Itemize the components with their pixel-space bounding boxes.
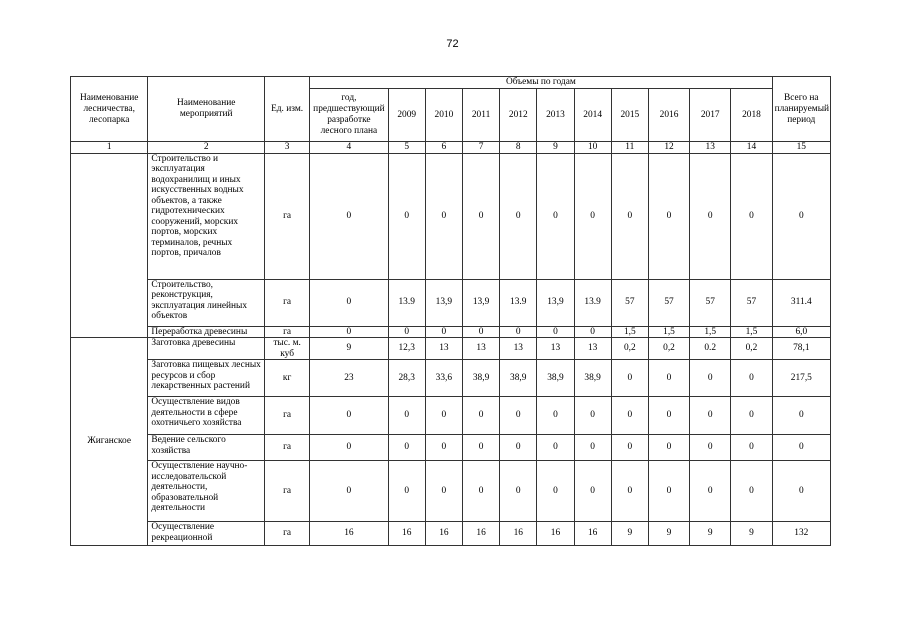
table-row xyxy=(71,397,831,435)
year-value: 0 xyxy=(611,461,648,522)
year-value: 0 xyxy=(388,435,425,461)
year-value: 0 xyxy=(690,360,731,397)
year-value: 57 xyxy=(648,279,689,326)
previous-year-value: 9 xyxy=(310,338,388,360)
header-activity: Наименование мероприятий xyxy=(148,77,265,142)
total-value: 132 xyxy=(772,522,830,546)
header-year: 2012 xyxy=(500,89,537,142)
year-value: 38,9 xyxy=(462,360,499,397)
unit-cell: га xyxy=(264,326,309,338)
column-number: 15 xyxy=(772,142,830,154)
year-value: 0 xyxy=(648,153,689,279)
column-number: 13 xyxy=(690,142,731,154)
year-value: 0,2 xyxy=(731,338,772,360)
year-value: 0.2 xyxy=(690,338,731,360)
unit-cell: га xyxy=(264,279,309,326)
previous-year-value: 0 xyxy=(310,435,388,461)
planning-volumes-table xyxy=(70,76,831,546)
unit-cell: га xyxy=(264,435,309,461)
year-value: 13.9 xyxy=(574,279,611,326)
activity-name-cell: Заготовка пищевых лесных ресурсов и сбор лекарственных растений xyxy=(148,360,265,397)
total-value: 0 xyxy=(772,153,830,279)
previous-year-value: 16 xyxy=(310,522,388,546)
year-value: 0,2 xyxy=(611,338,648,360)
total-value: 0 xyxy=(772,461,830,522)
unit-cell: га xyxy=(264,461,309,522)
unit-cell: га xyxy=(264,397,309,435)
header-year: 2016 xyxy=(648,89,689,142)
year-value: 0 xyxy=(611,435,648,461)
year-value: 16 xyxy=(500,522,537,546)
year-value: 0 xyxy=(425,435,462,461)
year-value: 0 xyxy=(462,326,499,338)
year-value: 13 xyxy=(500,338,537,360)
previous-year-value: 0 xyxy=(310,397,388,435)
year-value: 1,5 xyxy=(611,326,648,338)
year-value: 0 xyxy=(690,435,731,461)
year-value: 16 xyxy=(574,522,611,546)
year-value: 1,5 xyxy=(648,326,689,338)
year-value: 0 xyxy=(425,397,462,435)
year-value: 0 xyxy=(690,461,731,522)
year-value: 13 xyxy=(574,338,611,360)
year-value: 38,9 xyxy=(574,360,611,397)
header-year: 2010 xyxy=(425,89,462,142)
total-value: 6,0 xyxy=(772,326,830,338)
year-value: 0 xyxy=(611,397,648,435)
year-value: 13.9 xyxy=(388,279,425,326)
header-volumes-group: Объемы по годам xyxy=(310,77,772,89)
table-row xyxy=(71,435,831,461)
year-value: 13,9 xyxy=(462,279,499,326)
column-number: 7 xyxy=(462,142,499,154)
year-value: 12,3 xyxy=(388,338,425,360)
total-value: 78,1 xyxy=(772,338,830,360)
year-value: 0 xyxy=(388,397,425,435)
year-value: 0 xyxy=(462,397,499,435)
header-district: Наименование лесничества, лесопарка xyxy=(71,77,148,142)
year-value: 0 xyxy=(537,461,574,522)
year-value: 57 xyxy=(731,279,772,326)
year-value: 0 xyxy=(611,153,648,279)
year-value: 13,9 xyxy=(425,279,462,326)
table-row xyxy=(71,153,831,279)
column-number: 3 xyxy=(264,142,309,154)
column-number: 2 xyxy=(148,142,265,154)
year-value: 0 xyxy=(731,461,772,522)
header-year: 2018 xyxy=(731,89,772,142)
table-body xyxy=(71,153,831,546)
year-value: 0 xyxy=(425,326,462,338)
column-number: 6 xyxy=(425,142,462,154)
year-value: 0 xyxy=(731,360,772,397)
unit-cell: кг xyxy=(264,360,309,397)
previous-year-value: 0 xyxy=(310,279,388,326)
page-number: 72 xyxy=(446,38,459,50)
year-value: 16 xyxy=(537,522,574,546)
year-value: 9 xyxy=(648,522,689,546)
year-value: 0 xyxy=(537,326,574,338)
year-value: 0 xyxy=(500,153,537,279)
header-unit: Ед. изм. xyxy=(264,77,309,142)
year-value: 0 xyxy=(425,153,462,279)
column-number: 4 xyxy=(310,142,388,154)
district-name-cell xyxy=(71,153,148,338)
total-value: 217,5 xyxy=(772,360,830,397)
year-value: 1,5 xyxy=(690,326,731,338)
previous-year-value: 0 xyxy=(310,326,388,338)
column-number: 10 xyxy=(574,142,611,154)
year-value: 13 xyxy=(537,338,574,360)
total-value: 311.4 xyxy=(772,279,830,326)
year-value: 38,9 xyxy=(537,360,574,397)
year-value: 0 xyxy=(731,153,772,279)
year-value: 0 xyxy=(388,153,425,279)
header-year: 2013 xyxy=(537,89,574,142)
year-value: 0 xyxy=(462,461,499,522)
table-row xyxy=(71,461,831,522)
year-value: 0 xyxy=(500,461,537,522)
year-value: 0 xyxy=(462,435,499,461)
year-value: 0 xyxy=(537,153,574,279)
year-value: 38,9 xyxy=(500,360,537,397)
year-value: 0 xyxy=(388,461,425,522)
header-year: 2011 xyxy=(462,89,499,142)
column-number: 1 xyxy=(71,142,148,154)
year-value: 0 xyxy=(648,435,689,461)
table-header xyxy=(71,77,831,154)
total-value: 0 xyxy=(772,397,830,435)
unit-cell: тыс. м. куб xyxy=(264,338,309,360)
activity-name-cell: Заготовка древесины xyxy=(148,338,265,360)
activity-name-cell: Осуществление видов деятельности в сфере охотничьего хозяйства xyxy=(148,397,265,435)
column-number: 9 xyxy=(537,142,574,154)
table-row xyxy=(71,326,831,338)
year-value: 0 xyxy=(500,435,537,461)
table-row xyxy=(71,338,831,360)
column-number: 12 xyxy=(648,142,689,154)
year-value: 13 xyxy=(425,338,462,360)
year-value: 0 xyxy=(537,397,574,435)
previous-year-value: 23 xyxy=(310,360,388,397)
year-value: 0 xyxy=(425,461,462,522)
year-value: 16 xyxy=(462,522,499,546)
year-value: 0 xyxy=(731,397,772,435)
table-row xyxy=(71,522,831,546)
header-year: 2015 xyxy=(611,89,648,142)
activity-name-cell: Переработка древесины xyxy=(148,326,265,338)
year-value: 13 xyxy=(462,338,499,360)
district-name-cell: Жиганское xyxy=(71,338,148,546)
activity-name-cell: Ведение сельского хозяйства xyxy=(148,435,265,461)
year-value: 0 xyxy=(648,397,689,435)
activity-name-cell: Строительство и эксплуатация водохранилищ и иных искусственных водных объектов, а также гидротехнических сооружений, морских портов, морских терминалов, речных портов, причалов xyxy=(148,153,265,279)
year-value: 9 xyxy=(611,522,648,546)
header-previous-year: год, предшествующий разработке лесного плана xyxy=(310,89,388,142)
activity-name-cell: Осуществление рекреационной xyxy=(148,522,265,546)
year-value: 28,3 xyxy=(388,360,425,397)
year-value: 16 xyxy=(388,522,425,546)
year-value: 0 xyxy=(462,153,499,279)
year-value: 0 xyxy=(574,153,611,279)
total-value: 0 xyxy=(772,435,830,461)
header-year: 2009 xyxy=(388,89,425,142)
year-value: 9 xyxy=(690,522,731,546)
year-value: 0 xyxy=(574,397,611,435)
year-value: 9 xyxy=(731,522,772,546)
activity-name-cell: Осуществление научно-исследовательской деятельности, образовательной деятельности xyxy=(148,461,265,522)
activity-name-cell: Строительство, реконструкция, эксплуатация линейных объектов xyxy=(148,279,265,326)
year-value: 0 xyxy=(731,435,772,461)
year-value: 16 xyxy=(425,522,462,546)
year-value: 1,5 xyxy=(731,326,772,338)
year-value: 0 xyxy=(648,461,689,522)
year-value: 0 xyxy=(690,397,731,435)
previous-year-value: 0 xyxy=(310,461,388,522)
unit-cell: га xyxy=(264,522,309,546)
column-number: 8 xyxy=(500,142,537,154)
year-value: 0,2 xyxy=(648,338,689,360)
column-number: 14 xyxy=(731,142,772,154)
column-number: 11 xyxy=(611,142,648,154)
table-row xyxy=(71,279,831,326)
year-value: 13.9 xyxy=(500,279,537,326)
year-value: 57 xyxy=(690,279,731,326)
year-value: 0 xyxy=(574,326,611,338)
year-value: 57 xyxy=(611,279,648,326)
year-value: 0 xyxy=(574,435,611,461)
year-value: 0 xyxy=(500,326,537,338)
year-value: 33,6 xyxy=(425,360,462,397)
table-row xyxy=(71,360,831,397)
header-year: 2017 xyxy=(690,89,731,142)
header-total: Всего на планируемый период xyxy=(772,77,830,142)
year-value: 0 xyxy=(500,397,537,435)
column-number: 5 xyxy=(388,142,425,154)
header-year: 2014 xyxy=(574,89,611,142)
year-value: 0 xyxy=(574,461,611,522)
year-value: 0 xyxy=(537,435,574,461)
year-value: 0 xyxy=(648,360,689,397)
year-value: 0 xyxy=(388,326,425,338)
year-value: 0 xyxy=(611,360,648,397)
year-value: 0 xyxy=(690,153,731,279)
previous-year-value: 0 xyxy=(310,153,388,279)
unit-cell: га xyxy=(264,153,309,279)
year-value: 13,9 xyxy=(537,279,574,326)
